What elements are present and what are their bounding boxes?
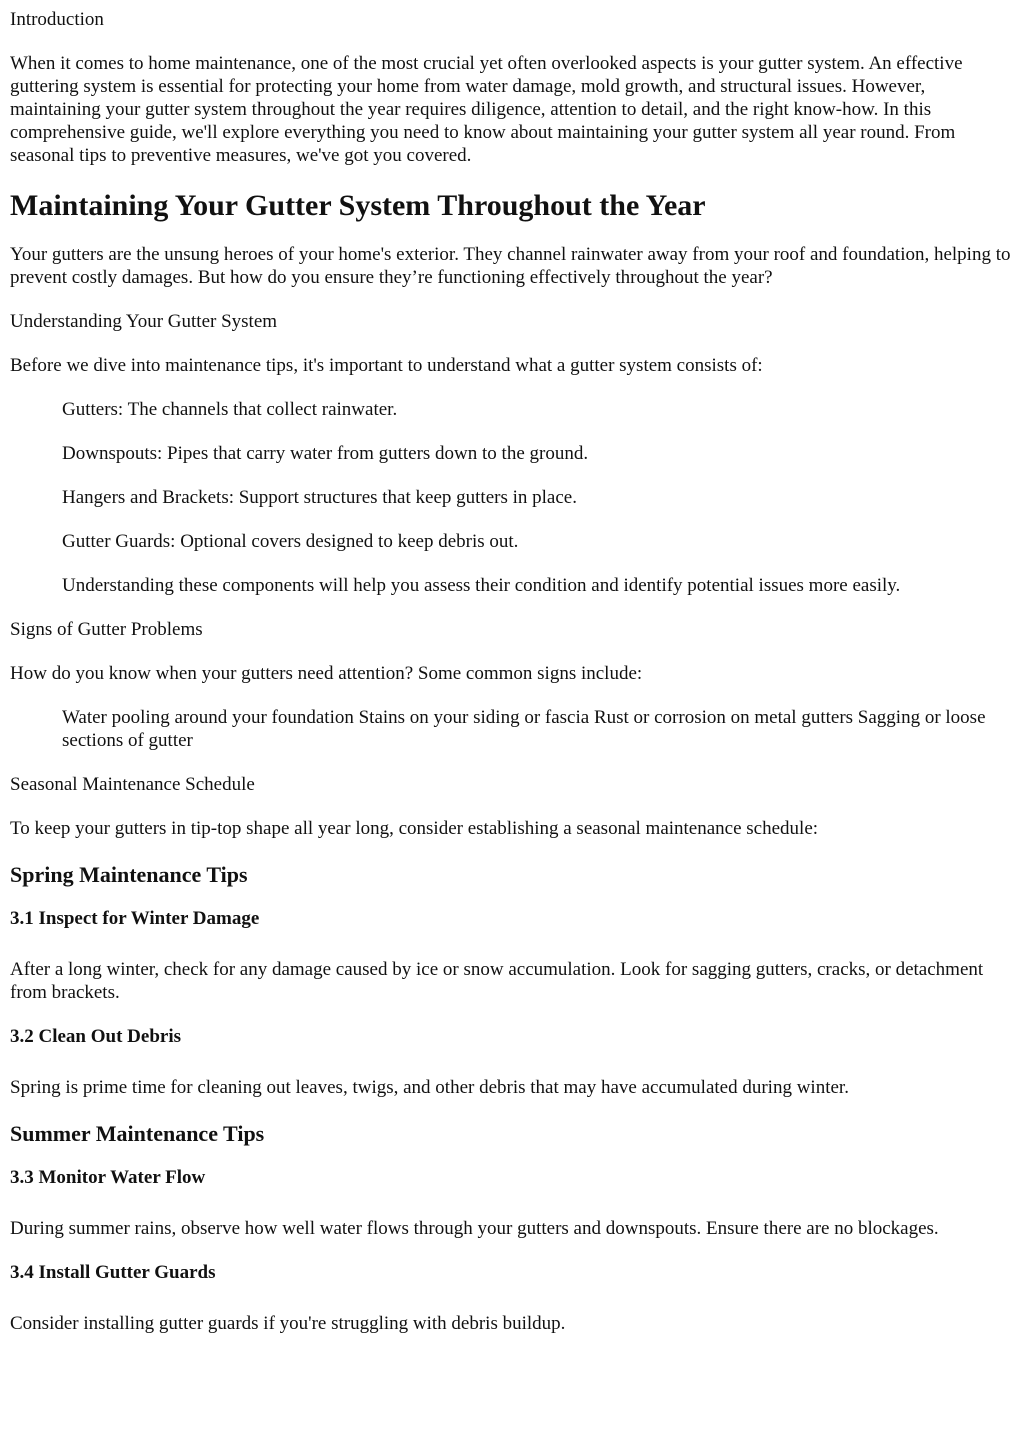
section-label-understanding: Understanding Your Gutter System: [10, 311, 278, 332]
signs-list: [62, 706, 1014, 752]
component-item: Gutter Guards: Optional covers designed to keep debris out.: [62, 531, 519, 552]
intro-paragraph: When it comes to home maintenance, one of the most crucial yet often overlooked aspects is your gutter system. An effective guttering system is essential for protecting your home from water damage, mold growth, and structural issues. However, maintaining your gutter system throughout the year requires diligence, attention to detail, and the right know-how. In this comprehensive guide, we'll explore everything you need to know about maintaining your gutter system all year round. From seasonal tips to preventive measures, we've got you covered.: [10, 53, 963, 166]
summer-heading: Summer Maintenance Tips: [10, 1121, 265, 1146]
components-list: [62, 398, 1014, 597]
section-label-schedule: Seasonal Maintenance Schedule: [10, 774, 255, 795]
section-label-signs: Signs of Gutter Problems: [10, 619, 203, 640]
understanding-intro: Before we dive into maintenance tips, it's important to understand what a gutter system consists of:: [10, 355, 763, 376]
spring-subheading-clean: 3.2 Clean Out Debris: [10, 1026, 181, 1047]
component-item: Downspouts: Pipes that carry water from gutters down to the ground.: [62, 443, 589, 464]
summer-subheading-monitor: 3.3 Monitor Water Flow: [10, 1167, 206, 1188]
signs-list-text: Water pooling around your foundation Stains on your siding or fascia Rust or corrosion on metal gutters Sagging or loose sections of gutter: [62, 707, 986, 751]
component-item: Hangers and Brackets: Support structures that keep gutters in place.: [62, 487, 577, 508]
schedule-intro: To keep your gutters in tip-top shape all year long, consider establishing a seasonal maintenance schedule:: [10, 818, 819, 839]
component-note: Understanding these components will help you assess their condition and identify potential issues more easily.: [62, 575, 901, 596]
summer-subheading-guards: 3.4 Install Gutter Guards: [10, 1262, 216, 1283]
intro-label: Introduction: [10, 9, 104, 30]
spring-clean-paragraph: Spring is prime time for cleaning out leaves, twigs, and other debris that may have accumulated during winter.: [10, 1077, 849, 1098]
spring-inspect-paragraph: After a long winter, check for any damage caused by ice or snow accumulation. Look for sagging gutters, cracks, or detachment from brackets.: [10, 959, 984, 1003]
page-title: Maintaining Your Gutter System Throughout the Year: [10, 189, 706, 222]
spring-subheading-inspect: 3.1 Inspect for Winter Damage: [10, 908, 260, 929]
summer-monitor-paragraph: During summer rains, observe how well water flows through your gutters and downspouts. Ensure there are no blockages.: [10, 1218, 939, 1239]
summer-guards-paragraph: Consider installing gutter guards if you're struggling with debris buildup.: [10, 1313, 566, 1334]
spring-heading: Spring Maintenance Tips: [10, 862, 248, 887]
lead-paragraph: Your gutters are the unsung heroes of your home's exterior. They channel rainwater away from your roof and foundation, helping to prevent costly damages. But how do you ensure they’re functioning effectively throughout the year?: [10, 244, 1011, 288]
component-item: Gutters: The channels that collect rainwater.: [62, 399, 398, 420]
signs-intro: How do you know when your gutters need attention? Some common signs include:: [10, 663, 643, 684]
